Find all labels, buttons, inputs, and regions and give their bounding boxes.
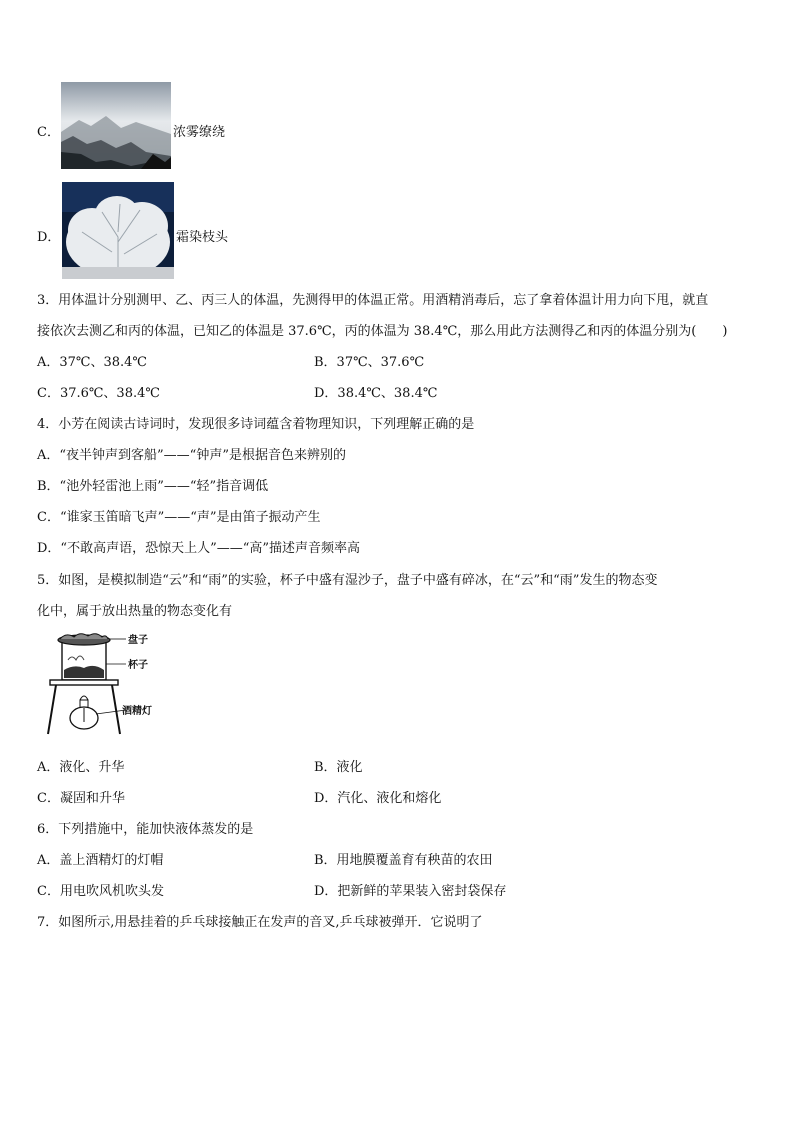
question-6-option-b: B．用地膜覆盖育有秧苗的农田 bbox=[314, 853, 493, 868]
question-3-stem-line-1: 3．用体温计分别测甲、乙、丙三人的体温，先测得甲的体温正常。用酒精消毒后，忘了拿着体温计用力向下甩，就直 bbox=[37, 293, 709, 308]
question-5-option-b: B．液化 bbox=[314, 760, 363, 775]
label-alcohol-lamp: 酒精灯 bbox=[122, 706, 152, 717]
option-letter: D． bbox=[37, 230, 61, 245]
frost-tree-photo bbox=[62, 182, 174, 279]
question-5-stem-line-2: 化中，属于放出热量的物态变化有 bbox=[37, 604, 233, 619]
question-3-stem-line-2: 接依次去测乙和丙的体温，已知乙的体温是 37.6℃，丙的体温为 38.4℃，那么用此方法测得乙和丙的体温分别为( ) bbox=[37, 324, 728, 339]
photo-caption-frost: 霜染枝头 bbox=[176, 230, 229, 245]
question-5-stem-line-1: 5．如图，是模拟制造“云”和“雨”的实验，杯子中盛有湿沙子，盘子中盛有碎冰，在“云”和“雨”发生的物态变 bbox=[37, 573, 658, 588]
cloud-rain-experiment-figure bbox=[44, 630, 160, 740]
question-3-option-a: A．37℃、38.4℃ bbox=[37, 355, 147, 370]
question-4-stem: 4．小芳在阅读古诗词时，发现很多诗词蕴含着物理知识，下列理解正确的是 bbox=[37, 417, 475, 432]
question-6-option-c: C．用电吹风机吹头发 bbox=[37, 884, 164, 899]
question-5-option-a: A．液化、升华 bbox=[37, 760, 125, 775]
question-5-option-c: C．凝固和升华 bbox=[37, 791, 125, 806]
question-6-stem: 6．下列措施中，能加快液体蒸发的是 bbox=[37, 822, 254, 837]
question-6-option-a: A．盖上酒精灯的灯帽 bbox=[37, 853, 164, 868]
option-letter: C． bbox=[37, 125, 60, 140]
label-cup: 杯子 bbox=[128, 660, 148, 671]
question-3-option-b: B．37℃、37.6℃ bbox=[314, 355, 425, 370]
question-6-option-d: D．把新鲜的苹果装入密封袋保存 bbox=[314, 884, 507, 899]
question-4-option-d: D．“不敢高声语，恐惊天上人”——“高”描述声音频率高 bbox=[37, 541, 361, 556]
question-5-option-d: D．汽化、液化和熔化 bbox=[314, 791, 442, 806]
question-7-stem: 7．如图所示,用悬挂着的乒乓球接触正在发声的音叉,乒乓球被弹开．它说明了 bbox=[37, 915, 483, 930]
question-3-option-d: D．38.4℃、38.4℃ bbox=[314, 386, 438, 401]
question-4-option-c: C．“谁家玉笛暗飞声”——“声”是由笛子振动产生 bbox=[37, 510, 321, 525]
label-plate: 盘子 bbox=[128, 635, 148, 646]
question-4-option-a: A．“夜半钟声到客船”——“钟声”是根据音色来辨别的 bbox=[37, 448, 346, 463]
question-3-option-c: C．37.6℃、38.4℃ bbox=[37, 386, 160, 401]
question-4-option-b: B．“池外轻雷池上雨”——“轻”指音调低 bbox=[37, 479, 269, 494]
fog-mountain-photo bbox=[61, 82, 171, 169]
photo-caption-fog: 浓雾缭绕 bbox=[173, 125, 226, 140]
